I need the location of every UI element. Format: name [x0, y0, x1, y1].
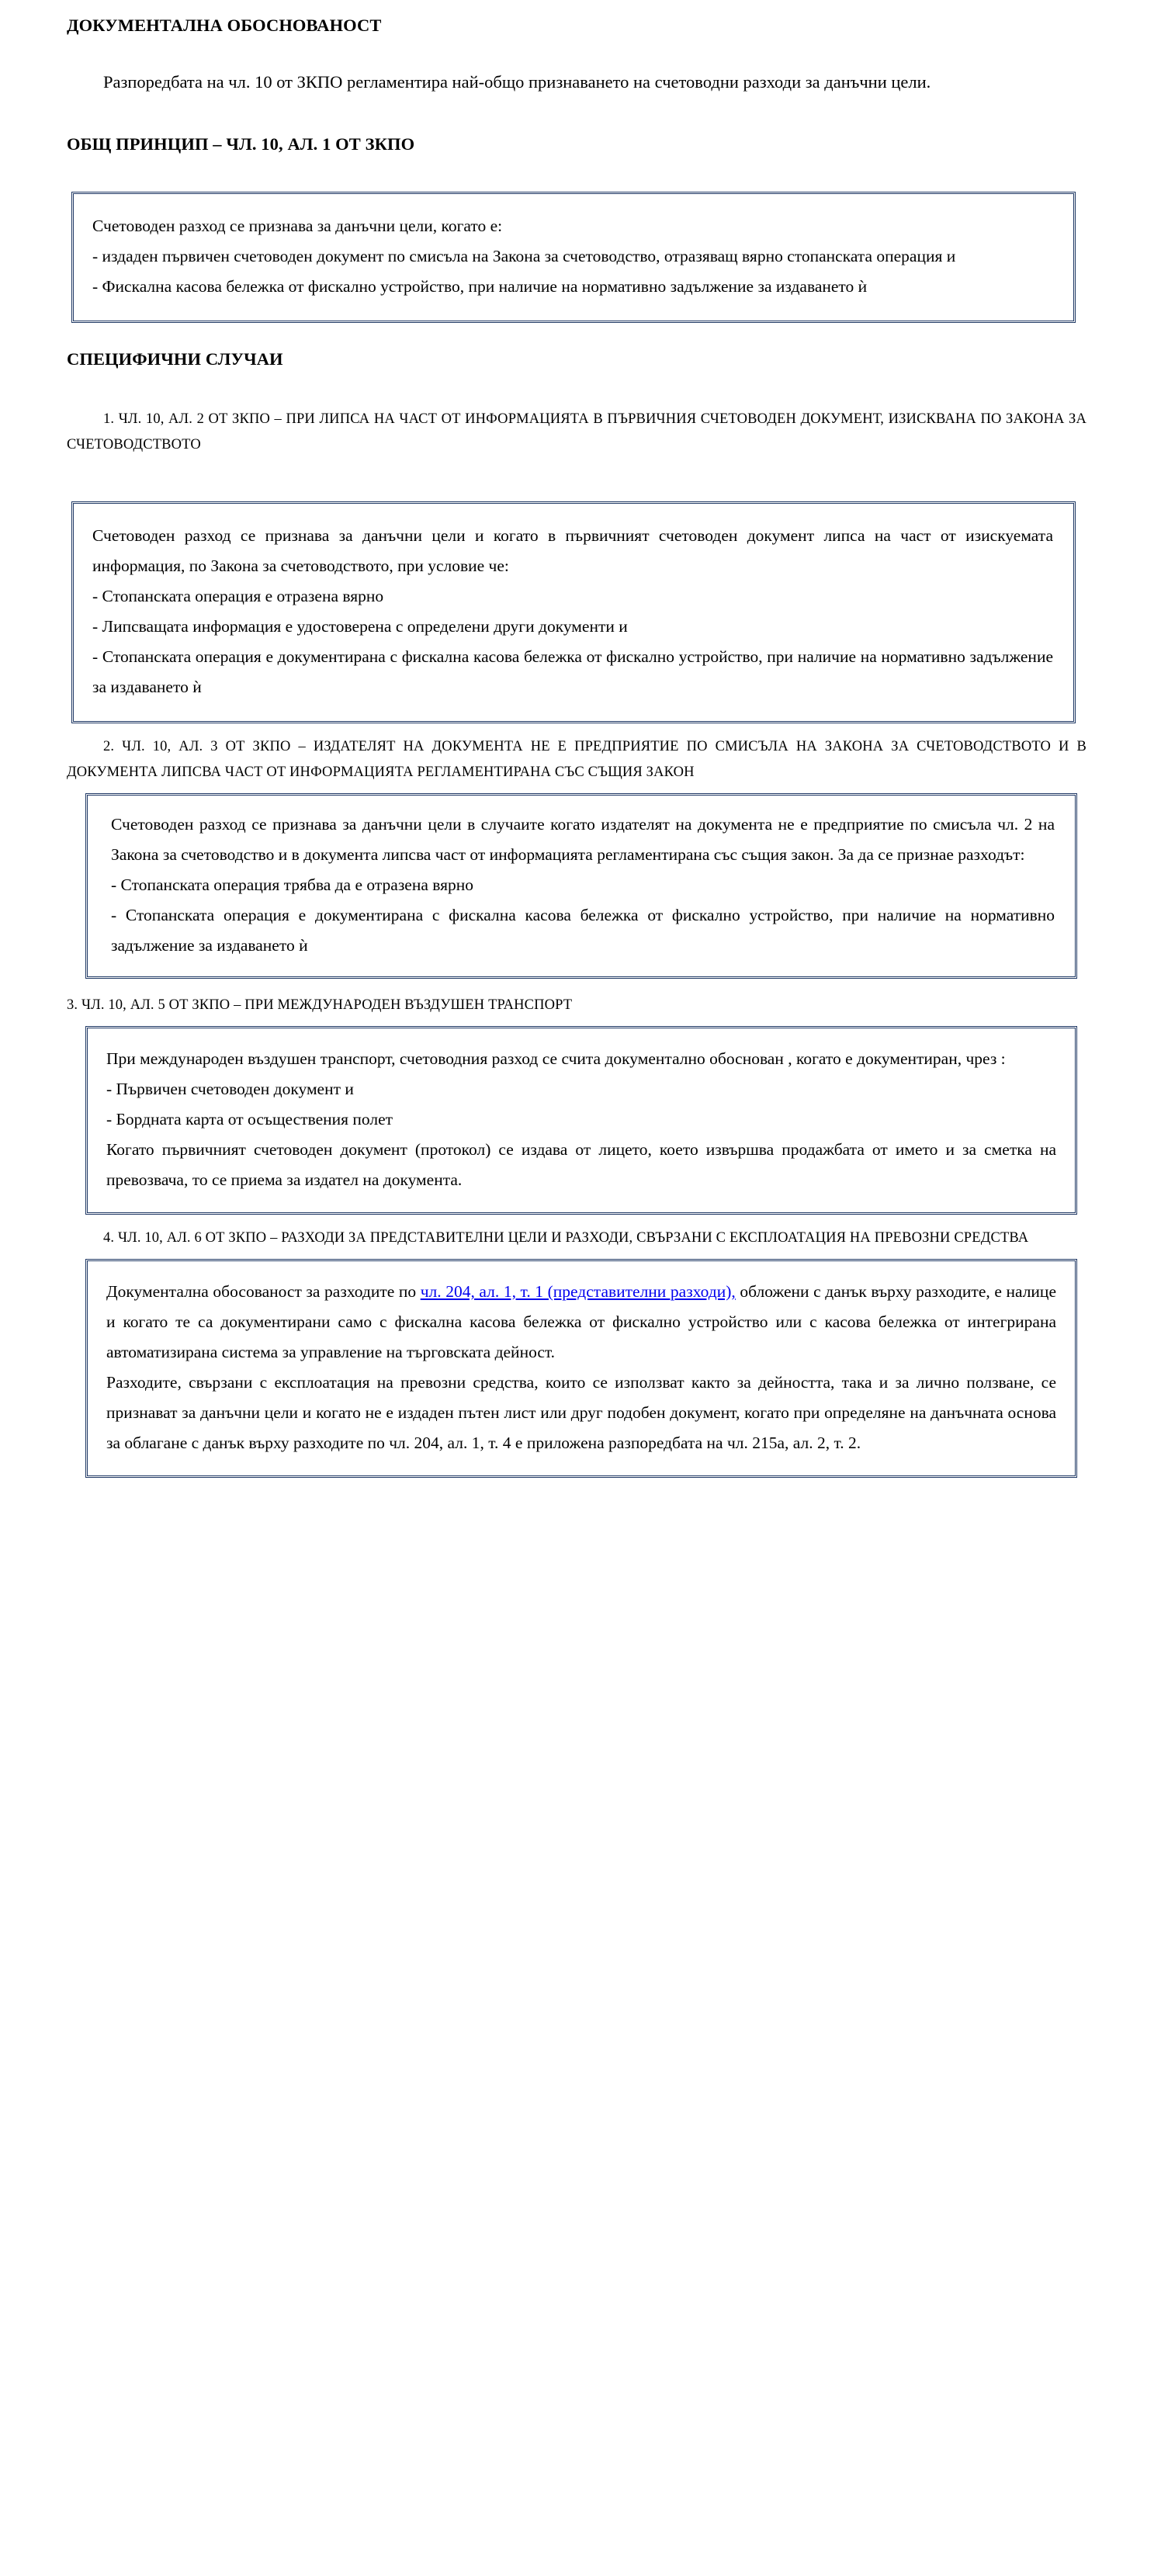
box-line: - Първичен счетоводен документ и — [106, 1080, 354, 1098]
page-title: ДОКУМЕНТАЛНА ОБОСНОВАНОСТ — [67, 16, 382, 35]
case-box — [85, 793, 1077, 979]
general-principle-heading: ОБЩ ПРИНЦИП – ЧЛ. 10, АЛ. 1 ОТ ЗКПО — [67, 134, 415, 154]
case-box — [85, 1259, 1077, 1478]
box-line: - Стопанската операция е отразена вярно — [92, 587, 384, 605]
box-line: - Стопанската операция е документирана с фискална касова бележка от фискално устройство, при наличие на нормативно задължение за издаването ѝ — [92, 647, 1053, 696]
general-principle-box — [71, 192, 1076, 323]
box-line: Счетоводен разход се признава за данъчни цели в случаите когато издателят на документа не е предприятие по смисъла чл. 2 на Закона за счетоводство и в документа липсва част от информацията регламентирана със същия закон. За да се признае разходът: — [111, 815, 1055, 864]
box-line: Счетоводен разход се признава за данъчни цели и когато в първичният счетоводен документ липса на част от изискуемата информация, по Закона за счетоводството, при условие че: — [92, 526, 1053, 575]
case-heading: 4. ЧЛ. 10, АЛ. 6 ОТ ЗКПО – РАЗХОДИ ЗА ПРЕДСТАВИТЕЛНИ ЦЕЛИ И РАЗХОДИ, СВЪРЗАНИ С ЕКСПЛОАТАЦИЯ НА ПРЕВОЗНИ СРЕДСТВА — [103, 1230, 1029, 1246]
box-line: - Стопанската операция трябва да е отразена вярно — [111, 875, 474, 894]
box-line-with-link — [106, 1277, 1056, 1368]
case-box — [85, 1026, 1077, 1215]
box-line-prefix: Документална обосованост за разходите по — [106, 1282, 421, 1301]
specific-cases-heading: СПЕЦИФИЧНИ СЛУЧАИ — [67, 349, 283, 369]
general-principle-box-wrapper — [71, 192, 1076, 323]
box-line: - Липсващата информация е удостоверена с определени други документи и — [92, 617, 628, 636]
box-line: При международен въздушен транспорт, счетоводния разход се счита документално обоснован , когато е документиран, чрез : — [106, 1049, 1006, 1068]
intro-paragraph: Разпоредбата на чл. 10 от ЗКПО регламентира най-общо признаването на счетоводни разходи за данъчни цели. — [103, 72, 931, 92]
case-box-wrapper — [85, 1026, 1077, 1215]
case-box-wrapper — [71, 501, 1076, 723]
case-box-wrapper — [85, 1259, 1077, 1478]
box-line-suffix: обложени с данък върху разходите, е налице и когато те са документирани само с фискална касова бележка от фискално устройство или с касова бележка от интегрирана автоматизирана система за управление на търговската дейност. — [106, 1282, 1056, 1361]
case-heading: 2. ЧЛ. 10, АЛ. 3 ОТ ЗКПО – ИЗДАТЕЛЯТ НА ДОКУМЕНТА НЕ Е ПРЕДПРИЯТИЕ ПО СМИСЪЛА НА ЗАКОНА ЗА СЧЕТОВОДСТВОТО И В ДОКУМЕНТА ЛИПСВА ЧАСТ ОТ ИНФОРМАЦИЯТА РЕГЛАМЕНТИРАНА СЪС СЪЩИЯ ЗАКОН — [67, 739, 1086, 780]
box-line: - Стопанската операция е документирана с фискална касова бележка от фискално устройство, при наличие на нормативно задължение за издаването ѝ — [111, 906, 1055, 955]
case-box — [71, 501, 1076, 723]
case-heading: 3. ЧЛ. 10, АЛ. 5 ОТ ЗКПО – ПРИ МЕЖДУНАРОДЕН ВЪЗДУШЕН ТРАНСПОРТ — [67, 997, 573, 1013]
article-204-link[interactable]: чл. 204, ал. 1, т. 1 (представителни разходи), — [420, 1282, 736, 1301]
box-line: Счетоводен разход се признава за данъчни цели, когато е: — [92, 217, 503, 235]
box-line: - издаден първичен счетоводен документ по смисъла на Закона за счетоводство, отразяващ вярно стопанската операция и — [92, 247, 956, 265]
box-line: - Бордната карта от осъществения полет — [106, 1110, 393, 1129]
case-box-wrapper — [85, 793, 1077, 979]
case-heading: 1. ЧЛ. 10, АЛ. 2 ОТ ЗКПО – ПРИ ЛИПСА НА ЧАСТ ОТ ИНФОРМАЦИЯТА В ПЪРВИЧНИЯ СЧЕТОВОДЕН ДОКУМЕНТ, ИЗИСКВАНА ПО ЗАКОНА ЗА СЧЕТОВОДСТВОТО — [67, 411, 1086, 452]
box-line: Разходите, свързани с експлоатация на превозни средства, които се използват както за дейността, така и за лично ползване, се признават за данъчни цели и когато не е издаден пътен лист или друг подобен документ, когато при определяне на данъчната основа за облагане с данък върху разходите по чл. 204, ал. 1, т. 4 е приложена разпоредбата на чл. 215а, ал. 2, т. 2. — [106, 1373, 1056, 1452]
box-line: - Фискална касова бележка от фискално устройство, при наличие на нормативно задължение за издаването ѝ — [92, 277, 868, 296]
box-line: Когато първичният счетоводен документ (протокол) се издава от лицето, което извършва продажбата от името и за сметка на превозвача, то се приема за издател на документа. — [106, 1140, 1056, 1189]
